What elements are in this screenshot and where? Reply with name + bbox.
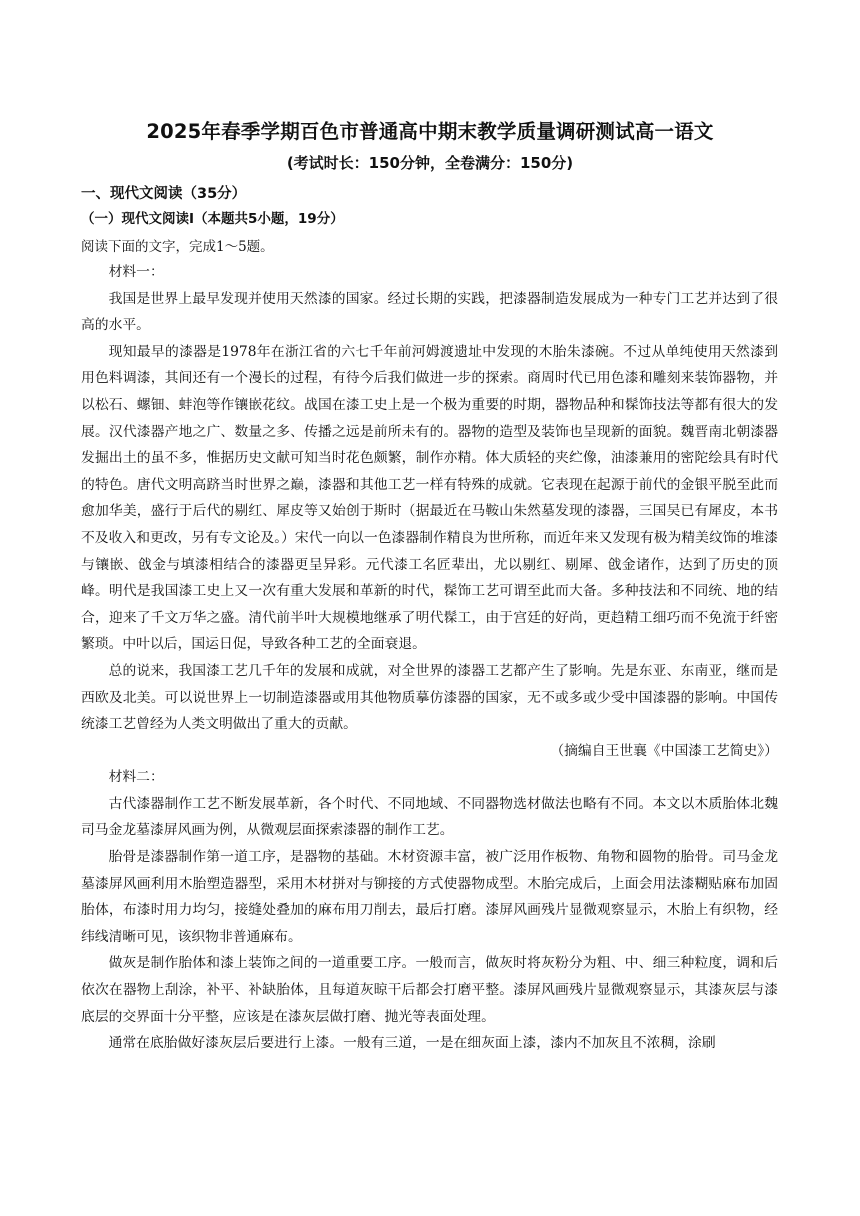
section-heading: 一、现代文阅读（35分）	[81, 186, 247, 202]
paragraph: 现知最早的漆器是1978年在浙江省的六七千年前河姆渡遗址中发现的木胎朱漆碗。不过从单纯使用天然漆到用色料调漆，其间还有一个漫长的过程，有待今后我们做进一步的探索。商周时代已用色漆和雕刻来装饰器物，并以松石、螺钿、蚌泡等作镶嵌花纹。战国在漆工史上是一个极为重要的时期，器物品种和髹饰技法等都有很大的发展。汉代漆器产地之广、数量之多、传播之远是前所未有的。器物的造型及装饰也呈现新的面貌。魏晋南北朝漆器发掘出土的虽不多，惟据历史文献可知当时花色颇繁，制作亦精。体大质轻的夹纻像，油漆兼用的密陀绘具有时代的特色。唐代文明高跻当时世界之巅，漆器和其他工艺一样有特殊的成就。它表现在起源于前代的金银平脱至此而愈加华美，盛行于后代的剔红、犀皮等又始创于斯时（据最近在马鞍山朱然墓发现的漆器，三国吴已有犀皮，本书不及收入和更改，另有专文论及。）宋代一向以一色漆器制作精良为世所称，而近年来又发现有极为精美纹饰的堆漆与镶嵌、戗金与填漆相结合的漆器更呈异彩。元代漆工名匠辈出，尤以剔红、剔犀、戗金诸作，达到了历史的顶峰。明代是我国漆工史上又一次有重大发展和革新的时代，髹饰工艺可谓至此而大备。多种技法和不同统、地的结合，迎来了千文万华之盛。清代前半叶大规模地继承了明代髹工，由于宫廷的好尚，更趋精工细巧而不免流于纤密繁琐。中叶以后，国运日促，导致各种工艺的全面衰退。	[81, 343, 778, 653]
article-body	[81, 259, 778, 1057]
paragraph: 我国是世界上最早发现并使用天然漆的国家。经过长期的实践，把漆器制造发展成为一种专门工艺并达到了很高的水平。	[81, 290, 778, 334]
source-citation: （摘编自王世襄《中国漆工艺简史》）	[550, 742, 778, 759]
material-label: 材料二：	[108, 769, 164, 786]
paragraph: 总的说来，我国漆工艺几千年的发展和成就，对全世界的漆器工艺都产生了影响。先是东亚、东南亚，继而是西欧及北美。可以说世界上一切制造漆器或用其他物质摹仿漆器的国家，无不或多或少受中国漆器的影响。中国传统漆工艺曾经为人类文明做出了重大的贡献。	[81, 662, 778, 733]
subsection-heading: （一）现代文阅读Ⅰ（本题共5小题，19分）	[81, 211, 344, 227]
paragraph: 胎骨是漆器制作第一道工序，是器物的基础。木材资源丰富，被广泛用作板物、角物和圆物的胎骨。司马金龙墓漆屏风画利用木胎塑造器型，采用木材拼对与铆接的方式使器物成型。木胎完成后，上面会用法漆糊贴麻布加固胎体，布漆时用力均匀，接缝处叠加的麻布用刀削去，最后打磨。漆屏风画残片显微观察显示，木胎上有织物，经纬线清晰可见，该织物非普通麻布。	[81, 849, 778, 945]
paragraph: 通常在底胎做好漆灰层后要进行上漆。一般有三道，一是在细灰面上漆，漆内不加灰且不浓稠，涂刷	[108, 1035, 716, 1052]
material-label: 材料一：	[108, 264, 164, 280]
reading-instruction: 阅读下面的文字，完成1～5题。	[81, 239, 274, 255]
paragraph: 古代漆器制作工艺不断发展革新，各个时代、不同地域、不同器物选材做法也略有不同。本文以木质胎体北魏司马金龙墓漆屏风画为例，从微观层面探索漆器的制作工艺。	[81, 795, 778, 839]
exam-info: (考试时长：150分钟，全卷满分：150分)	[286, 154, 574, 172]
paragraph: 做灰是制作胎体和漆上装饰之间的一道重要工序。一般而言，做灰时将灰粉分为粗、中、细三种粒度，调和后依次在器物上刮涂，补平、补缺胎体，且每道灰晾干后都会打磨平整。漆屏风画残片显微观察显示，其漆灰层与漆底层的交界面十分平整，应该是在漆灰层做打磨、抛光等表面处理。	[81, 955, 778, 1025]
page-title: 2025年春季学期百色市普通高中期末教学质量调研测试高一语文	[146, 120, 714, 143]
